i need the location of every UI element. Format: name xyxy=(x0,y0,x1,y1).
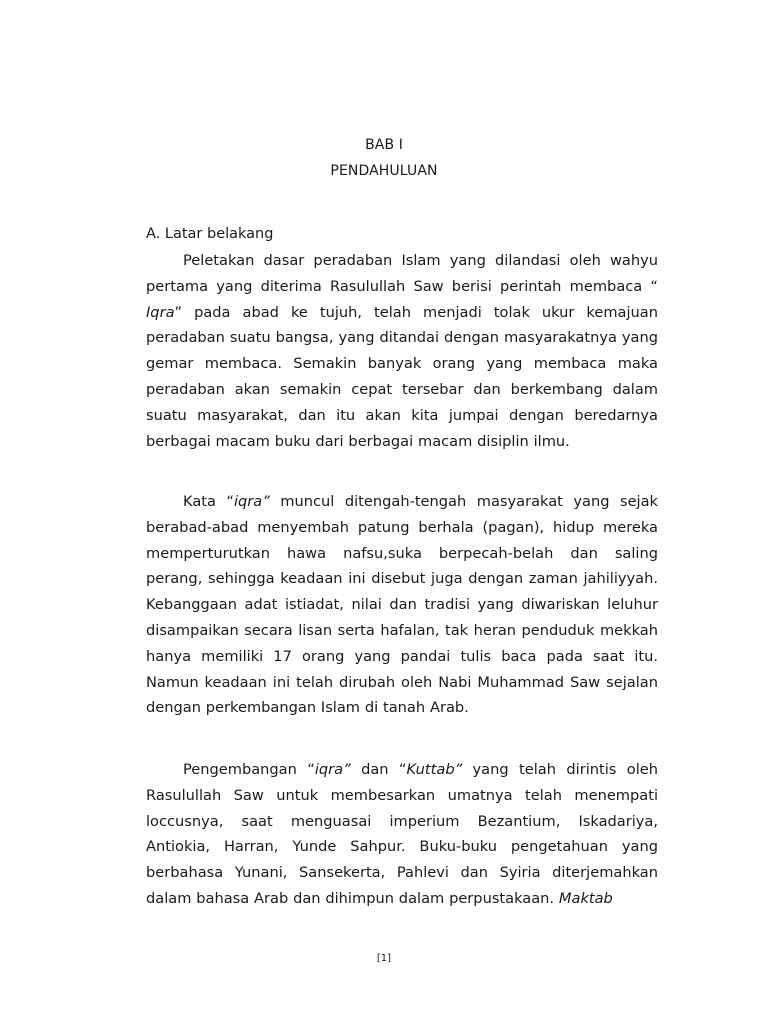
body-paragraph xyxy=(146,757,658,912)
italic-term: Kuttab” xyxy=(406,761,463,778)
paragraph-text: dan “ xyxy=(350,761,407,778)
italic-term: iqra” xyxy=(314,761,351,778)
paragraph-text: Peletakan dasar peradaban Islam yang dilandasi oleh wahyu pertama yang diterima Rasulullah Saw berisi perintah membaca “ xyxy=(146,252,658,295)
paragraph-text: Kata “ xyxy=(183,493,234,510)
chapter-number: BAB I xyxy=(365,137,403,153)
italic-term: Maktab xyxy=(558,889,613,907)
body-paragraph xyxy=(146,248,658,454)
italic-term: iqra” xyxy=(233,493,270,510)
italic-term: Iqra xyxy=(146,303,175,321)
body-paragraph xyxy=(146,489,658,721)
paragraph-text: yang telah dirintis oleh Rasulullah Saw untuk membesarkan umatnya telah menempati loccusnya, saat menguasai imperium Bezantium, Iskadariya, Antiokia, Harran, Yunde Sahpur. Buku-buku pengetahuan yang berbahasa Yunani, Sansekerta, Pahlevi dan Syiria diterjemahkan dalam bahasa Arab dan dihimpun dalam perpustakaan. xyxy=(146,761,658,907)
paragraph-text: Pengembangan “ xyxy=(183,761,315,778)
paragraph-text: ” pada abad ke tujuh, telah menjadi tolak ukur kemajuan peradaban suatu bangsa, yang ditandai dengan masyarakatnya yang gemar membaca. Semakin banyak orang yang membaca maka peradaban akan semakin cepat tersebar dan berkembang dalam suatu masyarakat, dan itu akan kita jumpai dengan beredarnya berbagai macam buku dari berbagai macam disiplin ilmu. xyxy=(146,303,658,450)
paragraph-text: muncul ditengah-tengah masyarakat yang sejak berabad-abad menyembah patung berhala (pagan), hidup mereka memperturutkan hawa nafsu,suka berpecah-belah dan saling perang, sehingga keadaan ini disebut juga dengan zaman jahiliyyah. Kebanggaan adat istiadat, nilai dan tradisi yang diwariskan leluhur disampaikan secara lisan serta hafalan, tak heran penduduk mekkah hanya memiliki 17 orang yang pandai tulis baca pada saat itu. Namun keadaan ini telah dirubah oleh Nabi Muhammad Saw sejalan dengan perkembangan Islam di tanah Arab. xyxy=(146,493,658,717)
chapter-title: PENDAHULUAN xyxy=(330,163,438,179)
page-number: [1] xyxy=(376,953,392,964)
section-heading: A. Latar belakang xyxy=(146,226,274,242)
